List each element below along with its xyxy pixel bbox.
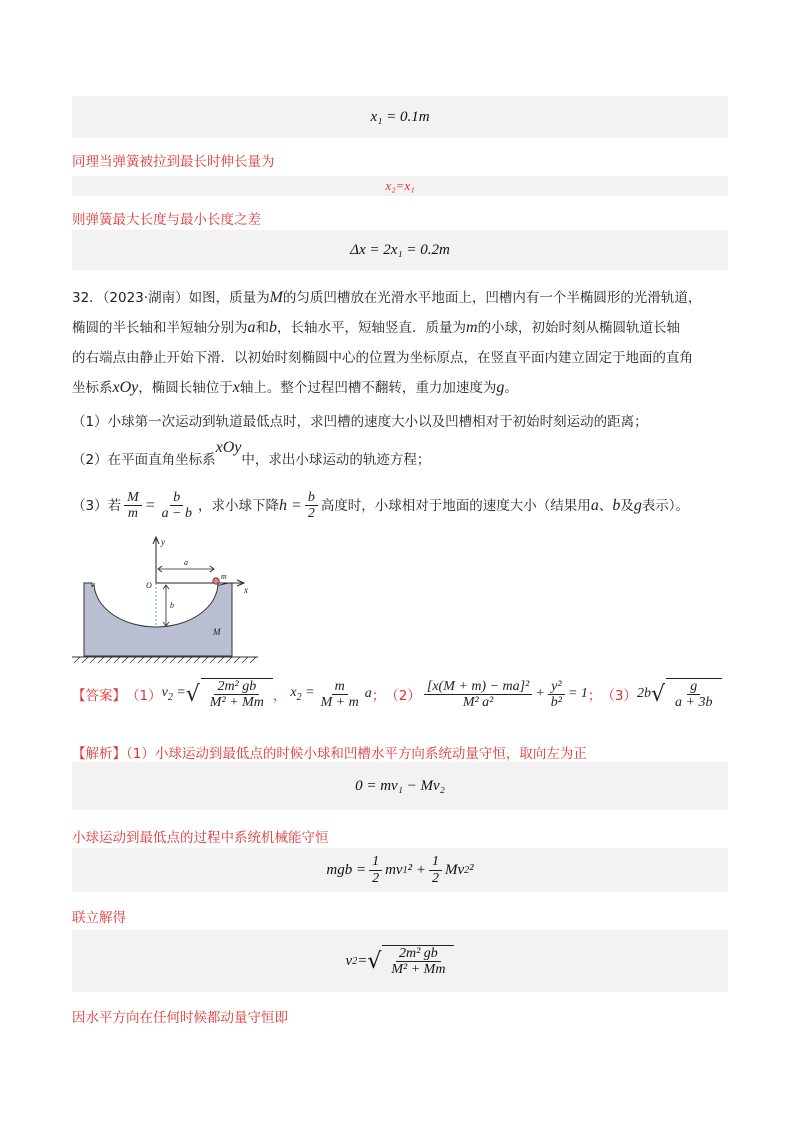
var-xoy: xOy	[112, 379, 139, 396]
problem-line-3: 的右端点由静止开始下滑．以初始时刻椭圆中心的位置为坐标原点，在竖直平面内建立固定于地面的直角	[72, 350, 693, 366]
var-b: b	[269, 319, 277, 336]
problem-text: 坐标系	[72, 380, 113, 396]
text-solve: 联立解得	[72, 910, 126, 926]
answer-speed: $\frac{g}{a + 3b}$	[675, 679, 713, 711]
analysis-text: （1）小球运动到最低点的时候小球和凹槽水平方向系统动量守恒，取向左为正	[126, 746, 587, 762]
answer-line: 【答案】 （1） $v_2$ = √ $\frac{\text{2m² gb}}{\text{M² + Mm}}$ ， $x_2$ = $\frac{m}{M + m}$ a ； （2） $\frac{\text{[x(M + m) − ma]²}}{\text{M² a²}}$ + $\frac{\text{y²}}{\text{b²}}$ = 1 ； （3） 2b √ $\frac{g}{a + 3b}$	[72, 678, 722, 711]
var-m: m	[466, 319, 478, 336]
var-x: x	[232, 379, 240, 396]
answer-trajectory-y: $\frac{\text{y²}}{\text{b²}}$	[548, 679, 565, 711]
answer-part-2: （2）	[385, 688, 421, 705]
var-a: a	[590, 496, 599, 514]
formula-x1: x₁ = 0.1m	[370, 108, 430, 125]
formula-x2: x₂=x₁	[385, 178, 415, 193]
text-length-diff: 则弹簧最大长度与最小长度之差	[72, 212, 261, 228]
frac-b-over-a-minus-b: $\frac{b}{a - b}$	[161, 490, 193, 522]
answer-part-1: （1）	[126, 688, 162, 705]
ball	[213, 578, 219, 584]
answer-trajectory: $\frac{\text{[x(M + m) − ma]²}}{\text{M² a²}}$	[424, 679, 532, 711]
var-xoy: xOy	[215, 439, 242, 456]
label-a: a	[184, 558, 188, 567]
problem-text: 、	[598, 497, 613, 514]
problem-text: 及	[620, 497, 634, 514]
problem-text: ，求小球下降	[198, 497, 280, 514]
answer-part-3: （3）	[601, 688, 638, 705]
label-m: m	[221, 572, 227, 581]
problem-text: 的匀质凹槽放在光滑水平地面上，凹槽内有一个半椭圆形的光滑轨道，	[282, 290, 702, 306]
problem-text: 32．（2023·湖南）如图，质量为	[72, 290, 270, 306]
frac-M-over-m: $\frac{M}{m}$	[124, 490, 142, 522]
problem-text: 表示）。	[641, 497, 690, 514]
answer-sep: ；	[371, 688, 386, 705]
problem-text: 和	[255, 320, 269, 336]
text-energy: 小球运动到最低点的过程中系统机械能守恒	[72, 830, 329, 846]
label-y: y	[161, 537, 165, 547]
problem-text: 。	[504, 380, 518, 396]
var-b: b	[612, 496, 621, 514]
question-1: （1）小球第一次运动到轨道最低点时，求凹槽的速度大小以及凹槽相对于初始时刻运动的距离；	[72, 414, 648, 430]
answer-sep: ，	[272, 688, 287, 705]
label-O: O	[146, 581, 152, 590]
problem-text: 的小球，初始时刻从椭圆轨道长轴	[477, 320, 681, 336]
formula-momentum: 0 = mv₁ − Mv₂	[355, 777, 445, 794]
problem-text: ，椭圆长轴位于	[138, 380, 233, 396]
problem-line-2	[72, 316, 680, 337]
problem-text: 中，求出小球运动的轨迹方程；	[241, 452, 431, 468]
answer-label: 【答案】	[72, 688, 126, 705]
problem-line-4	[72, 376, 518, 397]
formula-v2: v 2 = √ $\frac{\text{2m² gb}}{\text{M² + Mm}}$	[346, 945, 455, 978]
frac-b-over-2: $\frac{b}{2}$	[305, 490, 318, 522]
label-b: b	[170, 601, 174, 610]
problem-text: 轴上。整个过程凹槽不翻转，重力加速度为	[239, 380, 497, 396]
formula-block-momentum	[72, 762, 728, 810]
formula-energy: mgb = $\frac{1}{2}$ mv 1 ² + $\frac{1}{2}$ Mv 2 ²	[326, 854, 474, 886]
var-g: g	[633, 496, 642, 514]
problem-text: 椭圆的半长轴和半短轴分别为	[72, 320, 248, 336]
ground-hatch	[74, 657, 256, 663]
formula-dx: Δx = 2x₁ = 0.2m	[350, 241, 450, 258]
formula-block-energy	[72, 848, 728, 892]
groove-figure	[70, 535, 260, 665]
formula-block-dx	[72, 230, 728, 270]
formula-block-x2	[72, 176, 728, 196]
answer-sep: ；	[587, 688, 602, 705]
analysis-label: 【解析】	[72, 746, 126, 762]
problem-text: ，长轴水平，短轴竖直．质量为	[277, 320, 466, 336]
problem-text: 高度时，小球相对于地面的速度大小（结果用	[320, 497, 591, 514]
answer-x2: $\frac{m}{M + m}$	[320, 678, 359, 710]
question-2	[72, 439, 431, 469]
problem-text: （2）在平面直角坐标系	[72, 452, 216, 468]
text-stretch: 同理当弹簧被拉到最长时伸长量为	[72, 154, 275, 170]
var-a: a	[247, 319, 256, 336]
problem-text: （3）若	[72, 497, 122, 514]
question-3: （3）若 $\frac{M}{m}$ = $\frac{b}{a - b}$ ，求小球下降h = $\frac{b}{2}$ 高度时，小球相对于地面的速度大小（结果用a、b及g表示）。	[72, 490, 690, 522]
answer-v2: $\frac{\text{2m² gb}}{\text{M² + Mm}}$	[209, 679, 264, 711]
formula-block-x1	[72, 96, 728, 138]
label-M: M	[213, 627, 221, 637]
analysis-line	[72, 742, 587, 762]
label-x: x	[244, 585, 248, 595]
formula-block-v2	[72, 930, 728, 992]
var-g: g	[496, 379, 505, 396]
text-momentum-always: 因水平方向在任何时候都动量守恒即	[72, 1010, 288, 1026]
problem-line-1	[72, 286, 701, 307]
var-M: M	[269, 289, 283, 306]
